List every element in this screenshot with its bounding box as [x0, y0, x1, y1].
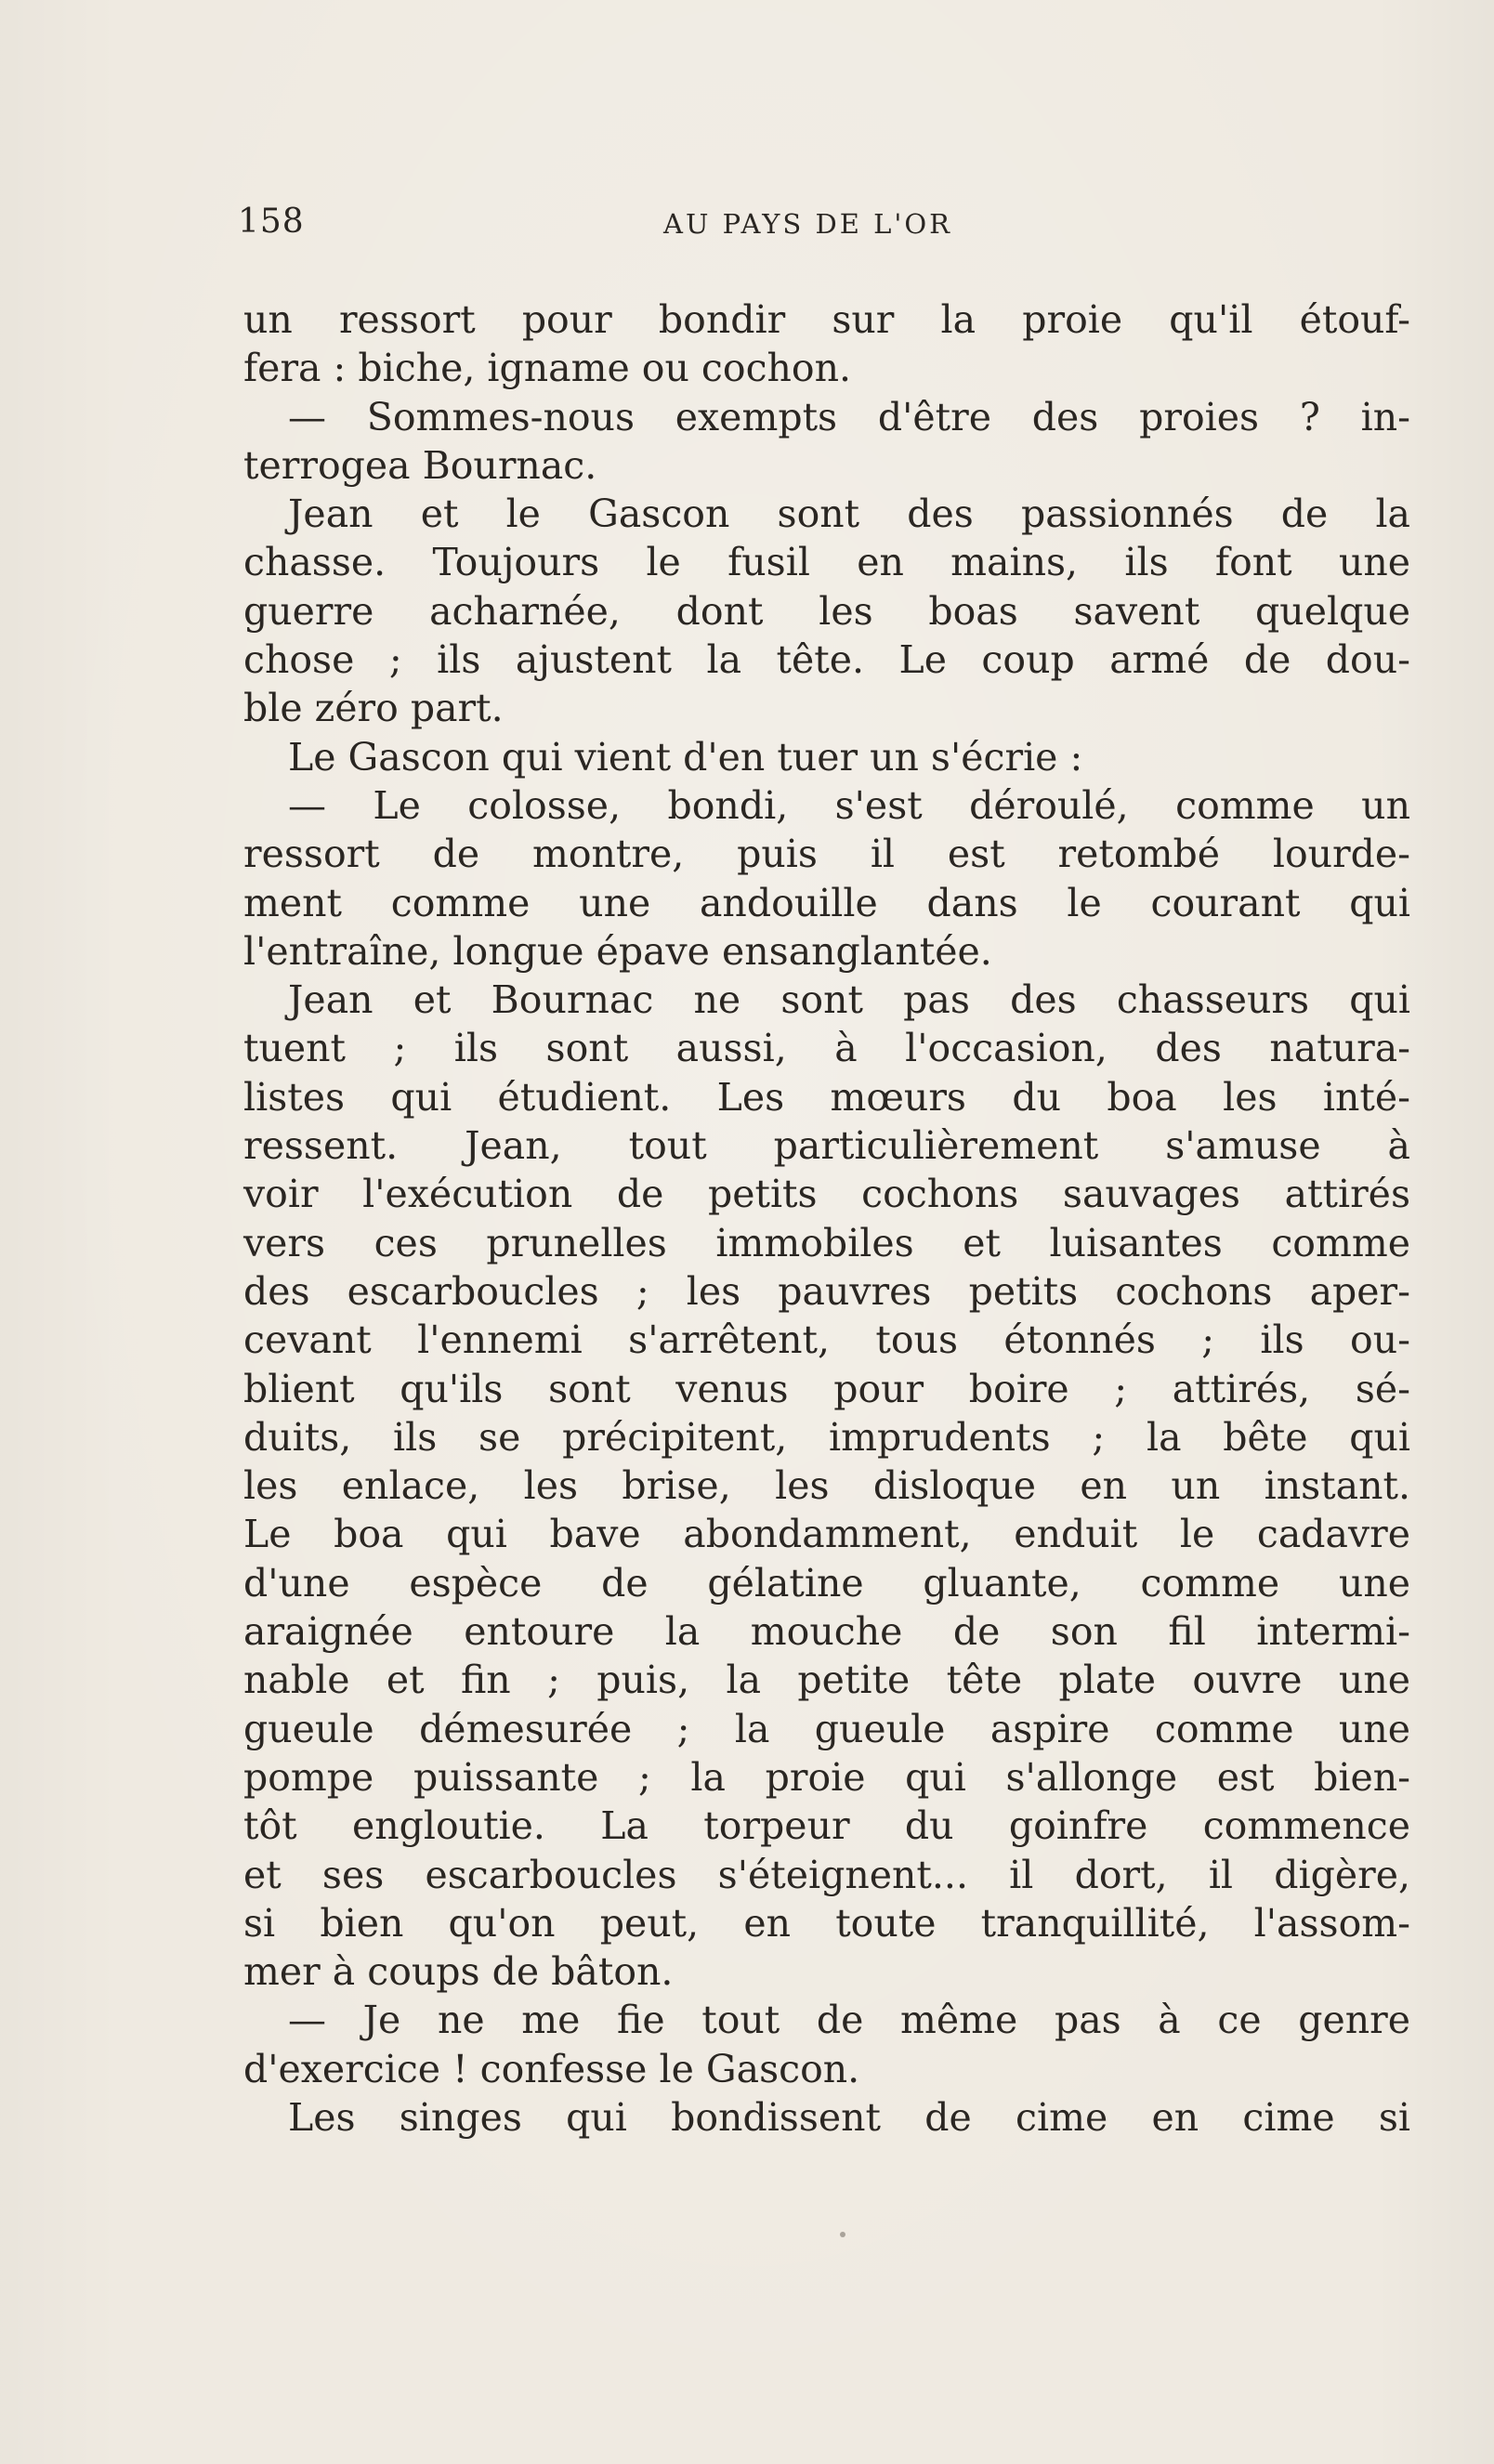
text-line: chasse. Toujours le fusil en mains, ils font une	[243, 540, 1410, 585]
text-line: ble zéro part.	[243, 686, 504, 731]
text-line: chose ; ils ajustent la tête. Le coup armé de dou-	[243, 637, 1410, 683]
text-line: guerre acharnée, dont les boas savent quelque	[243, 588, 1410, 634]
text-line: Jean et Bournac ne sont pas des chasseurs qui	[288, 977, 1410, 1023]
text-line: Le Gascon qui vient d'en tuer un s'écrie :	[288, 734, 1083, 780]
text-line: gueule démesurée ; la gueule aspire comme une	[243, 1706, 1410, 1751]
text-line: voir l'exécution de petits cochons sauvages attirés	[243, 1172, 1410, 1217]
text-line: ressent. Jean, tout particulièrement s'amuse à	[243, 1123, 1410, 1169]
text-line: — Le colosse, bondi, s'est déroulé, comme un	[288, 782, 1410, 828]
text-line: Les singes qui bondissent de cime en cime si	[288, 2094, 1410, 2140]
text-line: blient qu'ils sont venus pour boire ; attirés, sé-	[243, 1366, 1410, 1411]
text-line: ment comme une andouille dans le courant qui	[243, 880, 1410, 925]
running-head	[238, 203, 1410, 251]
text-line: — Je ne me fie tout de même pas à ce genre	[288, 1998, 1410, 2043]
text-line: fera : biche, igname ou cochon.	[243, 346, 852, 391]
text-line: ressort de montre, puis il est retombé lourde-	[243, 832, 1410, 877]
text-line: araignée entoure la mouche de son fil intermi-	[243, 1609, 1410, 1655]
text-line: des escarboucles ; les pauvres petits cochons aper-	[243, 1268, 1410, 1314]
text-line: mer à coups de bâton.	[243, 1949, 674, 1995]
text-line: Le boa qui bave abondamment, enduit le cadavre	[243, 1512, 1410, 1557]
text-line: — Sommes-nous exempts d'être des proies ? in-	[288, 394, 1410, 439]
page-number: 158	[238, 203, 305, 241]
text-line: listes qui étudient. Les mœurs du boa les inté-	[243, 1074, 1410, 1120]
text-line: nable et fin ; puis, la petite tête plate ouvre une	[243, 1658, 1410, 1703]
ink-speck	[840, 2232, 845, 2237]
body-text	[243, 295, 1410, 2142]
text-line: l'entraîne, longue épave ensanglantée.	[243, 928, 992, 974]
text-line: tôt engloutie. La torpeur du goinfre commence	[243, 1803, 1410, 1849]
running-title: AU PAYS DE L'OR	[663, 208, 952, 240]
text-line: Jean et le Gascon sont des passionnés de la	[288, 491, 1410, 537]
text-line: si bien qu'on peut, en toute tranquillité, l'assom-	[243, 1900, 1410, 1946]
text-line: d'exercice ! confesse le Gascon.	[243, 2046, 860, 2091]
text-line: un ressort pour bondir sur la proie qu'il étouf-	[243, 297, 1410, 342]
text-line: les enlace, les brise, les disloque en un instant.	[243, 1463, 1410, 1509]
text-line: et ses escarboucles s'éteignent... il dort, il digère,	[243, 1852, 1410, 1897]
text-line: cevant l'ennemi s'arrêtent, tous étonnés ; ils ou-	[243, 1317, 1410, 1363]
text-line: pompe puissante ; la proie qui s'allonge est bien-	[243, 1754, 1410, 1800]
text-line: d'une espèce de gélatine gluante, comme une	[243, 1560, 1410, 1606]
text-line: duits, ils se précipitent, imprudents ; la bête qui	[243, 1414, 1410, 1460]
text-line: vers ces prunelles immobiles et luisantes comme	[243, 1220, 1410, 1265]
text-line: tuent ; ils sont aussi, à l'occasion, des natura-	[243, 1026, 1410, 1071]
text-line: terrogea Bournac.	[243, 442, 597, 488]
